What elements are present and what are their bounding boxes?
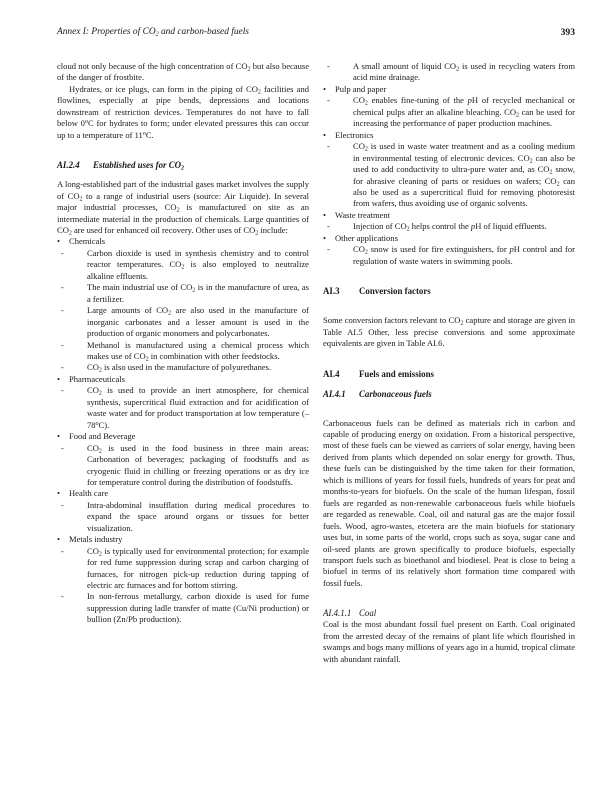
- section-heading-ai-3: [323, 285, 575, 297]
- list-item: [323, 61, 575, 84]
- list-item: [57, 340, 309, 363]
- list-item: [57, 248, 309, 282]
- list-text: The main industrial use of $CO_2$ is in the manufacture of urea, as a fertilizer.: [87, 282, 309, 304]
- list-item: [57, 305, 309, 339]
- paragraph-conversion: Some conversion factors relevant to $CO_2$ capture and storage are given in Table AI.5 Other, less precise conversions and some approximate equivalents are given in Table AI.6.: [323, 315, 576, 349]
- list-item: [323, 221, 575, 232]
- list-item: [323, 244, 575, 267]
- section-title: Coal: [359, 608, 377, 619]
- paragraph-coal: Coal is the most abundant fossil fuel present on Earth. Coal originated from the arrested decay of the remains of plant life which flourished in swamps and bogs many millions of years ago in a humid, tropical climate with abundant rainfall.: [323, 619, 575, 664]
- header-title: Annex I: Properties of $CO_2$ and carbon-based fuels: [57, 27, 249, 38]
- list-text: Methanol is manufactured using a chemical process which makes use of $CO_2$ in combination with other feedstocks.: [87, 339, 309, 363]
- dash-icon: -: [61, 591, 64, 602]
- list-item: [57, 374, 309, 385]
- dash-icon: -: [327, 95, 330, 106]
- list-text: $CO_2$ is used to provide an inert atmosphere, for chemical synthesis, supercritical fluid extraction and for acidification of waste water and for product transportation at low temperature (–78$^o$C).: [87, 385, 309, 430]
- list-item: [57, 362, 309, 373]
- bullet-icon: •: [57, 373, 60, 384]
- bullet-label: Pharmaceuticals: [69, 373, 126, 384]
- bullet-label: Health care: [69, 488, 109, 499]
- section-heading-ai-2-4: [57, 159, 309, 171]
- list-item: [323, 130, 575, 141]
- list-item: [57, 488, 309, 499]
- list-item: [57, 431, 309, 442]
- list-item: [57, 534, 309, 545]
- running-header: [57, 27, 575, 41]
- section-title: Fuels and emissions: [359, 368, 434, 379]
- bullet-icon: •: [323, 129, 326, 140]
- section-title: Conversion factors: [359, 286, 431, 297]
- dash-icon: -: [61, 442, 64, 453]
- list-item: [323, 95, 575, 129]
- bullet-label: Food and Beverage: [69, 431, 136, 442]
- section-number: AI.4: [323, 368, 340, 379]
- left-column: [57, 61, 309, 626]
- section-heading-ai-4-1: [323, 388, 575, 400]
- list-text: Carbon dioxide is used in synthesis chemistry and to control reactor temperatures. $CO_2$ is also employed to neutralize alkaline effluents.: [87, 247, 309, 281]
- bullet-label: Metals industry: [69, 534, 123, 545]
- bullet-icon: •: [57, 534, 60, 545]
- list-item: [323, 210, 575, 221]
- list-text: $CO_2$ is also used in the manufacture of polyurethanes.: [87, 362, 272, 374]
- dash-icon: -: [61, 305, 64, 316]
- dash-icon: -: [61, 339, 64, 350]
- section-heading-coal: [323, 607, 575, 619]
- page-number: 393: [560, 27, 575, 38]
- section-heading-ai-4: [323, 368, 575, 380]
- section-number: AI.4.1: [323, 388, 346, 399]
- paragraph-continuation: cloud not only because of the high concentration of $CO_2$ but also because of the danger of frostbite.: [57, 61, 309, 83]
- bullet-label: Waste treatment: [335, 209, 391, 220]
- list-text: $CO_2$ is used in the food business in three main areas: Carbonation of beverages; packaging of foodstuffs and as cryogenic fluid in chilling or freezing operations or as dry ice for temperature control during the distribution of foodstuffs.: [87, 442, 309, 487]
- bullet-label: Chemicals: [69, 236, 106, 247]
- list-text: $CO_2$ snow is used for fire extinguishers, for pH control and for regulation of waste waters in swimming pools.: [353, 244, 575, 266]
- paragraph-intro: A long-established part of the industrial gases market involves the supply of $CO_2$ to a range of industrial users (source: Air Liquide). In several major industrial processes, $CO_2$ is manufactured on site as an intermediate material in the production of chemicals. Large quantities of $CO_2$ are used for enhanced oil recovery. Other uses of $CO_2$ include:: [57, 179, 309, 237]
- section-number: AI.2.4: [57, 160, 80, 171]
- dash-icon: -: [61, 282, 64, 293]
- dash-icon: -: [61, 499, 64, 510]
- dash-icon: -: [327, 221, 330, 232]
- section-number: AI.3: [323, 286, 340, 297]
- bullet-icon: •: [323, 83, 326, 94]
- dash-icon: -: [61, 247, 64, 258]
- bullet-icon: •: [323, 209, 326, 220]
- list-item: [323, 84, 575, 95]
- list-item: [57, 546, 309, 592]
- section-title: Carbonaceous fuels: [359, 388, 432, 399]
- paragraph-fuels: Carbonaceous fuels can be defined as materials rich in carbon and capable of producing energy on oxidation. From a historical perspective, most of these fuels can be viewed as carriers of solar energy, having been derived from plants which depended on solar energy for growth. Thus, these fuels can be distinguished by the time taken for their formation, which is millions of years for fossil fuels, hundreds of years for peat and months-to-years for biofuels. On the scale of the human lifespan, fossil fuels are regarded as non-renewable carbonaceous fuels while biofuels are regarded as renewable. Coal, oil and natural gas are the major fossil fuels. Wood, agro-wastes, etcetera are the main biofuels for stationary uses but, in some parts of the world, crops such as soya, sugar cane and oil-seed plants are grown specifically to produce biofuels, especially transport fuels such as bioethanol and biodiesel. Peat is close to being a biofuel in terms of its relatively short formation time compared with fossil fuels.: [323, 417, 575, 588]
- paragraph-hydrates: Hydrates, or ice plugs, can form in the piping of $CO_2$ facilities and flowlines, especially at pipe bends, depressions and locations downstream of restriction devices. Temperatures do not have to fall below 0$^o$C for hydrates to form; under elevated pressures this can occur up to a temperature of 11$^o$C.: [57, 83, 309, 140]
- bullet-label: Pulp and paper: [335, 83, 387, 94]
- list-text: $CO_2$ enables fine-tuning of the pH of recycled mechanical or chemical pulps after an alkaline bleaching. $CO_2$ can be used for increasing the performance of paper production machines.: [353, 95, 576, 129]
- list-item: [323, 141, 575, 210]
- list-item: [57, 282, 309, 305]
- dash-icon: -: [327, 244, 330, 255]
- bullet-icon: •: [57, 488, 60, 499]
- right-column: [323, 61, 575, 665]
- list-text: Large amounts of $CO_2$ are also used in the manufacture of inorganic carbonates and a lesser amount is used in the production of organic monomers and polycarbonates.: [87, 305, 309, 339]
- list-item: [57, 236, 309, 247]
- dash-icon: -: [61, 385, 64, 396]
- list-text: In non-ferrous metallurgy, carbon dioxide is used for fume suppression during ladle transfer of matte (Cu/Ni production) or bullion (Zn/Pb production).: [87, 591, 309, 625]
- list-item: [57, 385, 309, 431]
- bullet-label: Electronics: [335, 129, 374, 140]
- list-item: [57, 443, 309, 489]
- dash-icon: -: [327, 61, 330, 71]
- list-text: $CO_2$ is used in waste water treatment and as a cooling medium in environmental testing of electronic devices. $CO_2$ can also be used to add conductivity to ultra-pure water and, as $CO_2$ snow, for abrasive cleaning of parts or residues on wafers; $CO_2$ can also be used as a supercritical fluid for removing photoresist from wafers, thus avoiding use of organic solvents.: [353, 141, 576, 209]
- dash-icon: -: [61, 545, 64, 556]
- list-text: Intra-abdominal insufflation during medical procedures to expand the space around organs or tissues for better visualization.: [87, 499, 309, 533]
- bullet-icon: •: [57, 431, 60, 442]
- list-item: [57, 591, 309, 625]
- dash-icon: -: [327, 141, 330, 152]
- list-text: $CO_2$ is typically used for environmental protection; for example for red fume suppression during scrap and carbon charging of furnaces, for nitrogen pick-up reduction during tapping of electric arc furnaces and for bottom stirring.: [87, 545, 309, 591]
- dash-icon: -: [61, 362, 64, 373]
- list-item: [57, 500, 309, 534]
- list-item: [323, 233, 575, 244]
- section-number: AI.4.1.1: [323, 608, 352, 619]
- bullet-label: Other applications: [335, 232, 398, 243]
- list-text: A small amount of liquid $CO_2$ is used in recycling waters from acid mine drainage.: [353, 61, 575, 83]
- bullet-icon: •: [57, 236, 60, 247]
- bullet-icon: •: [323, 232, 326, 243]
- list-text: Injection of $CO_2$ helps control the pH of liquid effluents.: [353, 221, 547, 233]
- section-title: Established uses for $CO_2$: [93, 160, 185, 172]
